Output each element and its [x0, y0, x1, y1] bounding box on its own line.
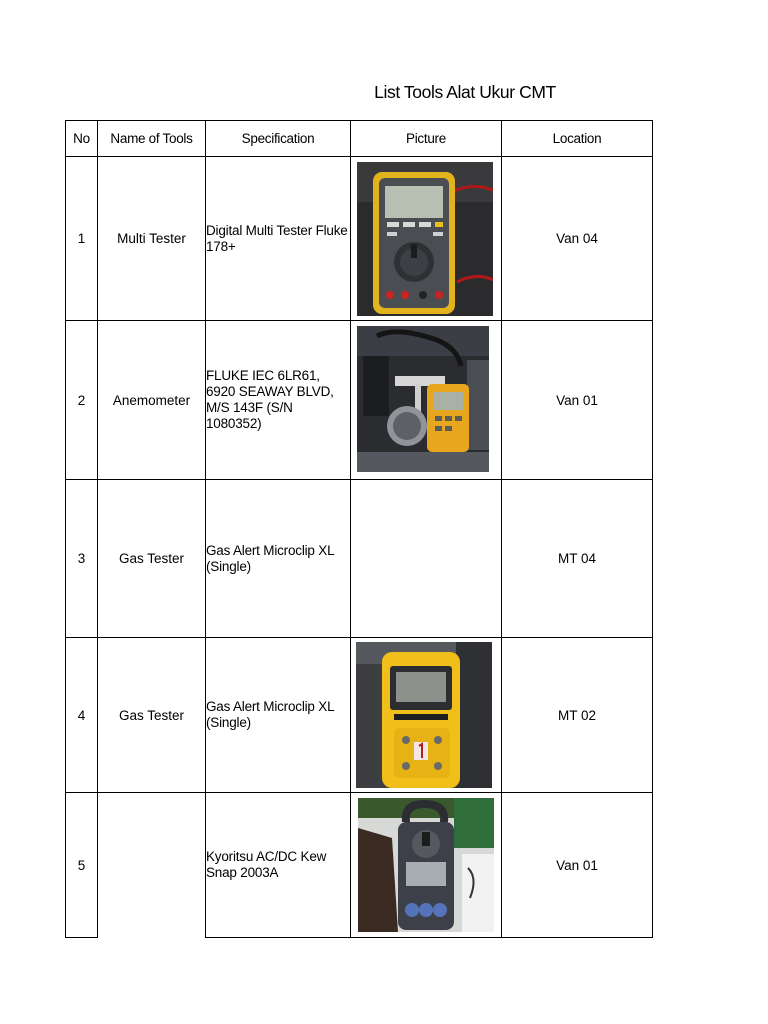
table-row — [66, 638, 653, 793]
row-name: Gas Tester — [98, 480, 206, 638]
table-row — [66, 157, 653, 321]
row-location: Van 01 — [502, 793, 653, 938]
row-location: MT 02 — [502, 638, 653, 793]
row-location: Van 04 — [502, 157, 653, 321]
row-picture — [351, 480, 502, 638]
row-picture — [351, 157, 502, 321]
table-row — [66, 321, 653, 480]
header-picture: Picture — [351, 121, 502, 157]
row-name: Gas Tester — [98, 638, 206, 793]
row-no: 1 — [66, 157, 98, 321]
anemometer-photo — [357, 326, 489, 472]
row-specification: FLUKE IEC 6LR61, 6920 SEAWAY BLVD, M/S 143F (S/N 1080352) — [206, 321, 351, 480]
header-name: Name of Tools — [98, 121, 206, 157]
row-no: 3 — [66, 480, 98, 638]
row-specification: Digital Multi Tester Fluke 178+ — [206, 157, 351, 321]
gas-detector-photo — [356, 642, 492, 788]
tools-table — [65, 120, 653, 938]
row-specification: Gas Alert Microclip XL (Single) — [206, 638, 351, 793]
header-specification: Specification — [206, 121, 351, 157]
table-header-row — [66, 121, 653, 157]
table-row — [66, 480, 653, 638]
row-picture — [351, 321, 502, 480]
table-row — [66, 793, 653, 938]
row-specification: Gas Alert Microclip XL (Single) — [206, 480, 351, 638]
row-picture — [351, 793, 502, 938]
row-location: MT 04 — [502, 480, 653, 638]
document-title: List Tools Alat Ukur CMT — [374, 82, 556, 102]
multimeter-photo — [357, 162, 493, 316]
row-name: Multi Tester — [98, 157, 206, 321]
row-picture — [351, 638, 502, 793]
row-location: Van 01 — [502, 321, 653, 480]
row-specification: Kyoritsu AC/DC Kew Snap 2003A — [206, 793, 351, 938]
header-location: Location — [502, 121, 653, 157]
row-name — [98, 793, 206, 938]
row-no: 4 — [66, 638, 98, 793]
clamp-meter-photo — [358, 798, 494, 932]
header-no: No — [66, 121, 98, 157]
row-no: 2 — [66, 321, 98, 480]
row-name: Anemometer — [98, 321, 206, 480]
row-no: 5 — [66, 793, 98, 938]
